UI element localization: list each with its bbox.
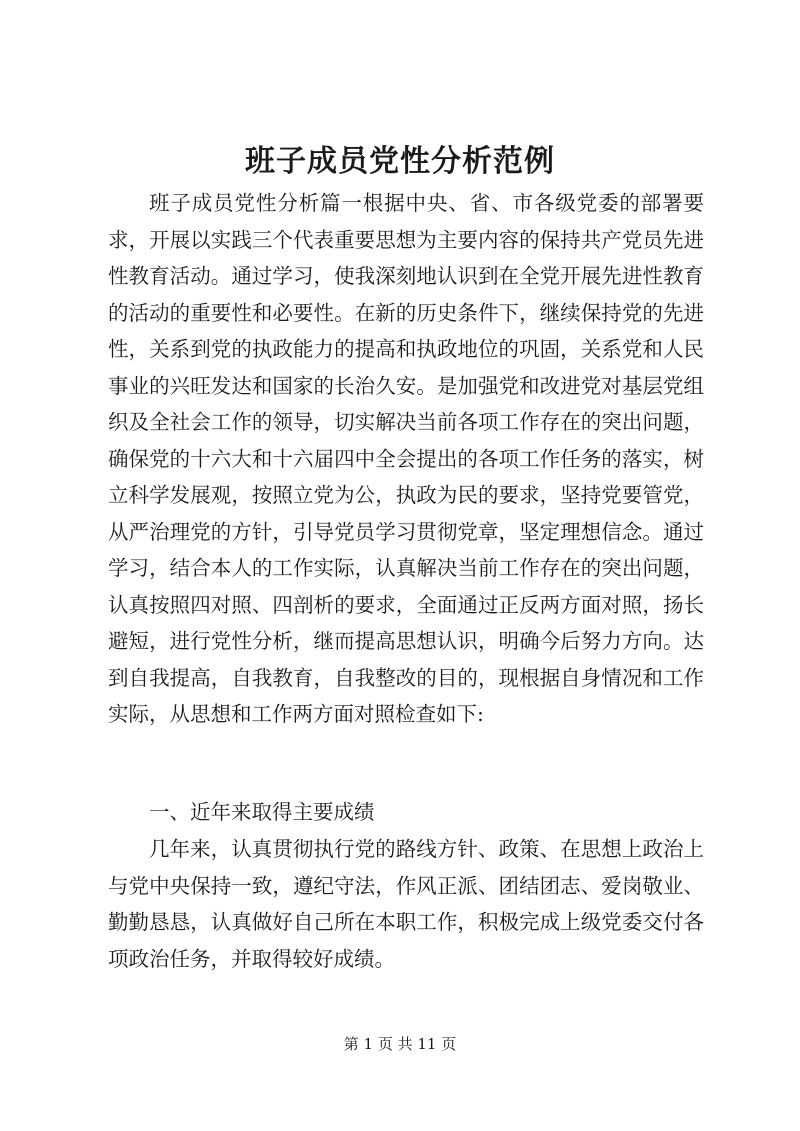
document-title: 班子成员党性分析范例 [245,144,555,179]
body-paragraph-1: 班子成员党性分析篇一根据中央、省、市各级党委的部署要求，开展以实践三个代表重要思想为主要内容的保持共产党员先进性教育活动。通过学习，使我深刻地认识到在全党开展先进性教育的活动的重要性和必要性。在新的历史条件下，继续保持党的先进性，关系到党的执政能力的提高和执政地位的巩固，关系党和人民事业的兴旺发达和国家的长治久安。是加强党和改进党对基层党组织及全社会工作的领导，切实解决当前各项工作存在的突出问题，确保党的十六大和十六届四中全会提出的各项工作任务的落实，树立科学发展观，按照立党为公，执政为民的要求，坚持党要管党，从严治理党的方针，引导党员学习贯彻党章，坚定理想信念。通过学习，结合本人的工作实际，认真解决当前工作存在的突出问题，认真按照四对照、四剖析的要求，全面通过正反两方面对照，扬长避短，进行党性分析，继而提高思想认识，明确今后努力方向。达到自我提高，自我教育，自我整改的目的，现根据自身情况和工作实际，从思想和工作两方面对照检查如下: [108,191,704,726]
section-heading-1: 一、近年来取得主要成绩 [149,800,375,824]
body-paragraph-2: 几年来，认真贯彻执行党的路线方针、政策、在思想上政治上与党中央保持一致，遵纪守法，作风正派、团结团志、爱岗敬业、勤勤恳恳，认真做好自己所在本职工作，积极完成上级党委交付各项政治任务，并取得较好成绩。 [108,837,704,971]
page-footer: 第 1 页 共 11 页 [343,1035,457,1053]
